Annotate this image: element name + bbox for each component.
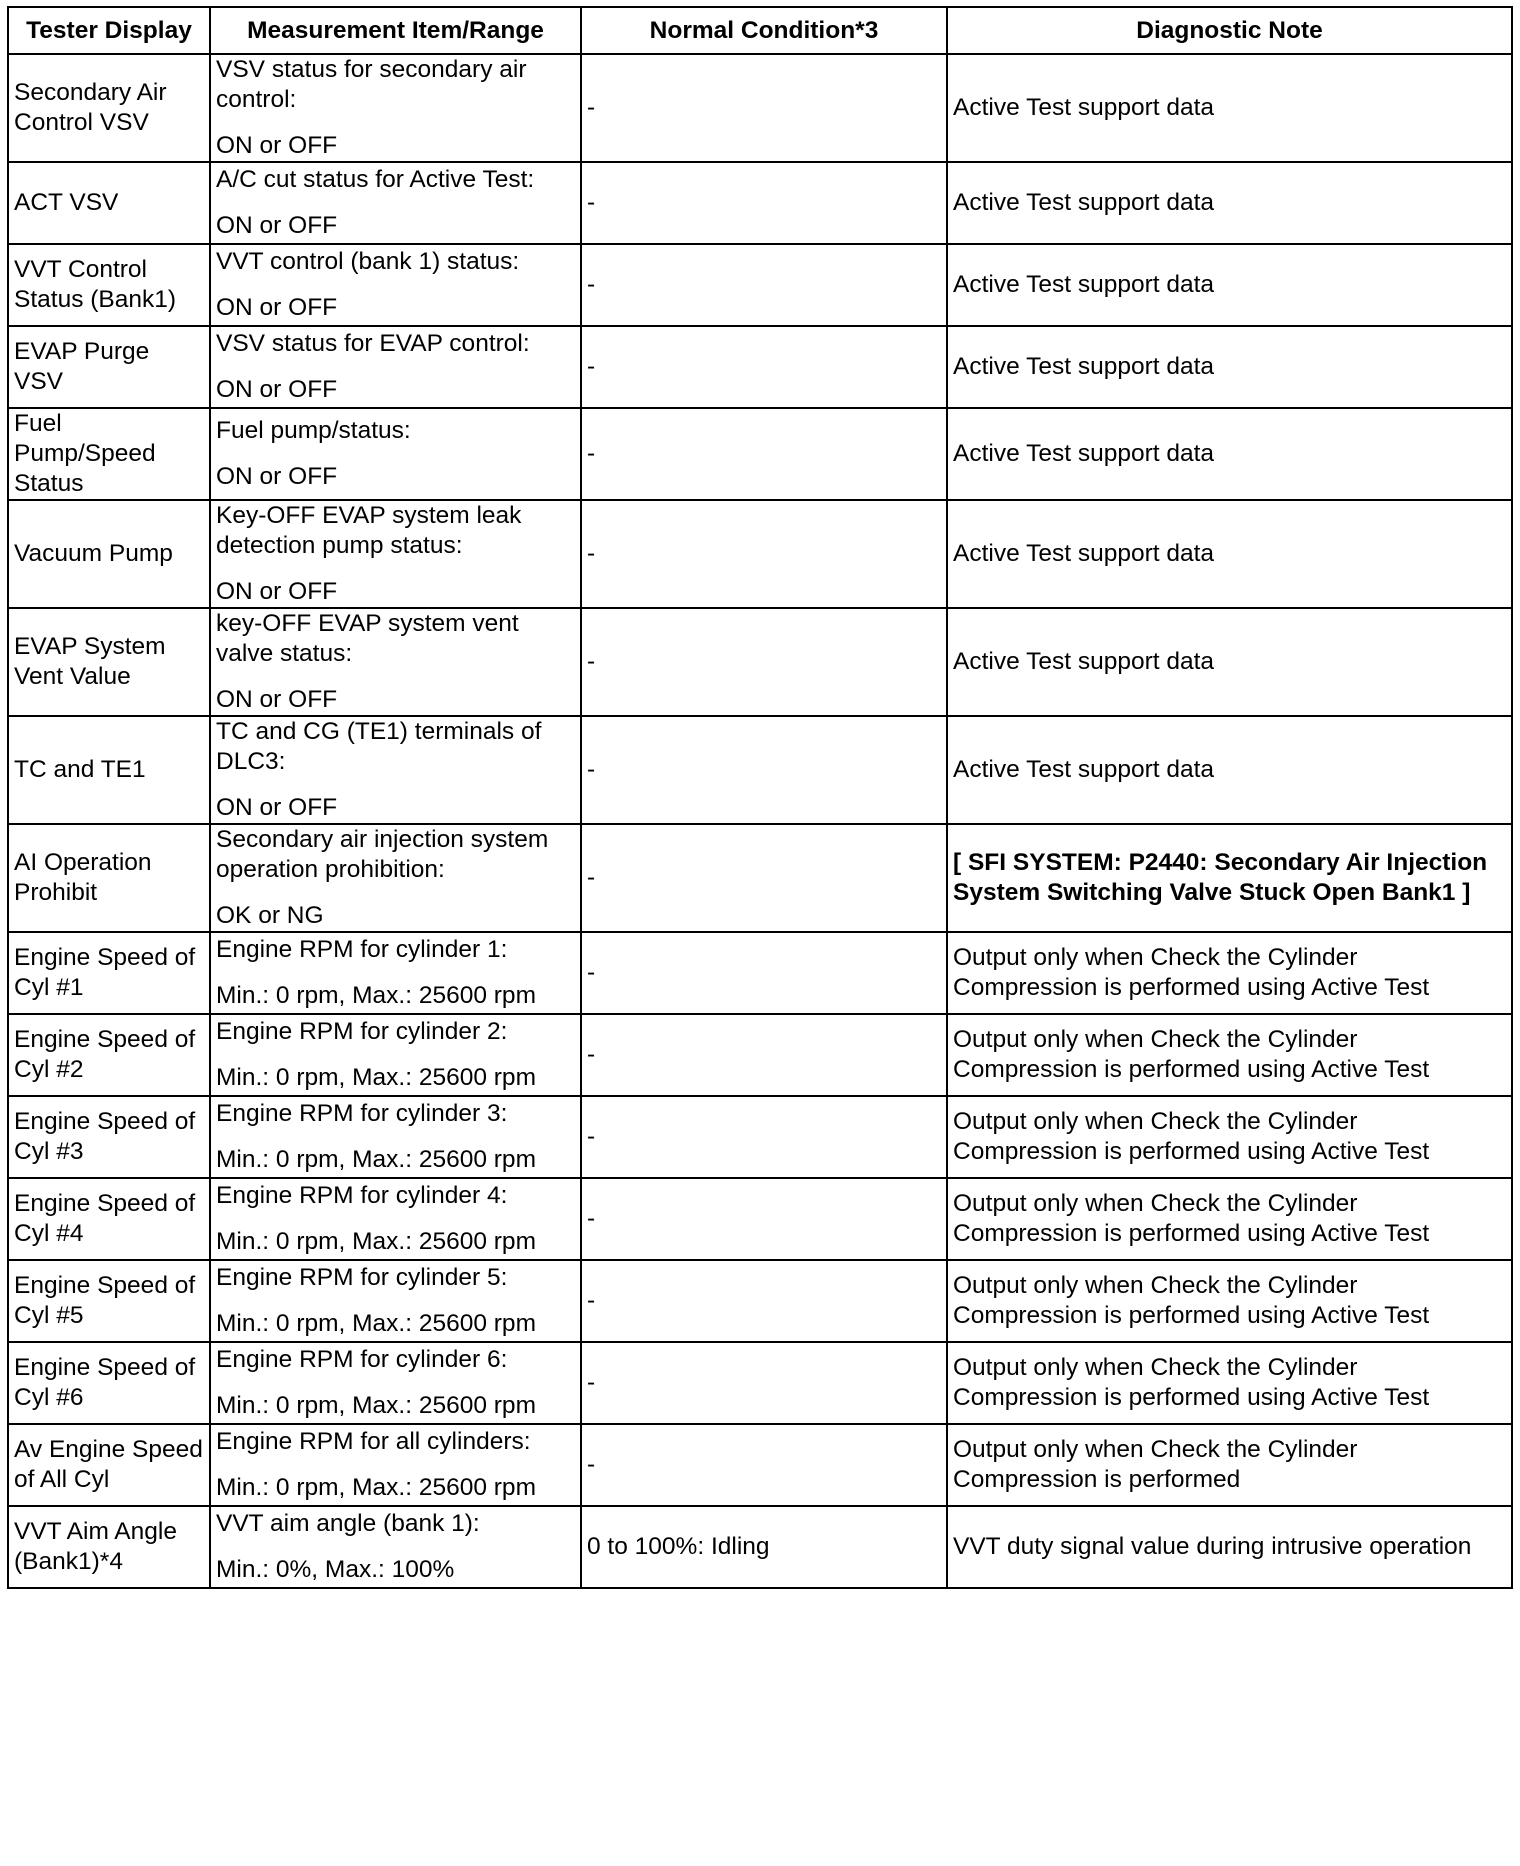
measurement-cell <box>210 1506 581 1588</box>
measurement-cell <box>210 1014 581 1096</box>
diagnostic-note-cell: Active Test support data <box>947 500 1512 608</box>
tester-display-cell: ACT VSV <box>8 162 210 244</box>
table-row <box>8 824 1512 932</box>
tester-display-cell: VVT Aim Angle (Bank1)*4 <box>8 1506 210 1588</box>
measurement-range: ON or OFF <box>216 686 338 713</box>
measurement-range: Min.: 0 rpm, Max.: 25600 rpm <box>216 1064 536 1091</box>
measurement-range: Min.: 0 rpm, Max.: 25600 rpm <box>216 1310 536 1337</box>
measurement-range: ON or OFF <box>216 132 338 159</box>
diagnostic-note-cell: Active Test support data <box>947 608 1512 716</box>
measurement-cell <box>210 54 581 162</box>
table-row <box>8 1506 1512 1588</box>
measurement-item: Engine RPM for cylinder 4: <box>216 1182 508 1209</box>
normal-condition-cell: - <box>581 1178 947 1260</box>
table-row <box>8 54 1512 162</box>
measurement-item: Fuel pump/status: <box>216 417 411 444</box>
measurement-range: Min.: 0 rpm, Max.: 25600 rpm <box>216 1146 536 1173</box>
table-row <box>8 500 1512 608</box>
table-row <box>8 608 1512 716</box>
measurement-cell <box>210 1260 581 1342</box>
normal-condition-cell: - <box>581 500 947 608</box>
table-row <box>8 932 1512 1014</box>
tester-display-cell: AI Operation Prohibit <box>8 824 210 932</box>
diagnostic-note-cell: VVT duty signal value during intrusive operation <box>947 1506 1512 1588</box>
tester-display-cell: Vacuum Pump <box>8 500 210 608</box>
measurement-cell <box>210 932 581 1014</box>
measurement-cell <box>210 500 581 608</box>
measurement-cell <box>210 1424 581 1506</box>
header-tester-display: Tester Display <box>8 7 210 54</box>
diagnostic-note-cell: Output only when Check the Cylinder Compression is performed <box>947 1424 1512 1506</box>
measurement-range: Min.: 0 rpm, Max.: 25600 rpm <box>216 1392 536 1419</box>
normal-condition-cell: - <box>581 608 947 716</box>
measurement-range: ON or OFF <box>216 463 338 490</box>
diagnostic-note-cell: Active Test support data <box>947 326 1512 408</box>
diagnostic-note-cell: Active Test support data <box>947 162 1512 244</box>
diagnostic-note-cell: Output only when Check the Cylinder Compression is performed using Active Test <box>947 1260 1512 1342</box>
measurement-range: ON or OFF <box>216 294 338 321</box>
normal-condition-cell: - <box>581 824 947 932</box>
measurement-item: VSV status for secondary air control: <box>216 56 527 113</box>
tester-display-cell: Engine Speed of Cyl #4 <box>8 1178 210 1260</box>
table-row <box>8 716 1512 824</box>
measurement-cell <box>210 162 581 244</box>
header-normal-condition: Normal Condition*3 <box>581 7 947 54</box>
measurement-item: TC and CG (TE1) terminals of DLC3: <box>216 718 542 775</box>
diagnostic-note-cell: Active Test support data <box>947 716 1512 824</box>
tester-display-cell: Engine Speed of Cyl #6 <box>8 1342 210 1424</box>
diagnostic-note-cell: [ SFI SYSTEM: P2440: Secondary Air Injection System Switching Valve Stuck Open Bank1 ] <box>947 824 1512 932</box>
table-row <box>8 408 1512 500</box>
table-row <box>8 162 1512 244</box>
measurement-cell <box>210 608 581 716</box>
table-row <box>8 244 1512 326</box>
tester-display-cell: Av Engine Speed of All Cyl <box>8 1424 210 1506</box>
measurement-cell <box>210 408 581 500</box>
normal-condition-cell: - <box>581 1424 947 1506</box>
measurement-item: Engine RPM for cylinder 6: <box>216 1346 508 1373</box>
measurement-range: Min.: 0 rpm, Max.: 25600 rpm <box>216 982 536 1009</box>
normal-condition-cell: - <box>581 1260 947 1342</box>
measurement-cell <box>210 326 581 408</box>
normal-condition-cell: - <box>581 716 947 824</box>
measurement-range: ON or OFF <box>216 376 338 403</box>
measurement-range: OK or NG <box>216 902 324 929</box>
measurement-cell <box>210 1342 581 1424</box>
table-row <box>8 1260 1512 1342</box>
tester-display-cell: EVAP Purge VSV <box>8 326 210 408</box>
measurement-item: Engine RPM for cylinder 3: <box>216 1100 508 1127</box>
diagnostic-note-cell: Output only when Check the Cylinder Compression is performed using Active Test <box>947 1096 1512 1178</box>
table-row <box>8 1096 1512 1178</box>
table-row <box>8 1178 1512 1260</box>
normal-condition-cell: 0 to 100%: Idling <box>581 1506 947 1588</box>
measurement-range: Min.: 0 rpm, Max.: 25600 rpm <box>216 1228 536 1255</box>
measurement-item: key-OFF EVAP system vent valve status: <box>216 610 519 667</box>
measurement-item: Engine RPM for cylinder 1: <box>216 936 508 963</box>
normal-condition-cell: - <box>581 408 947 500</box>
measurement-item: Engine RPM for all cylinders: <box>216 1428 531 1455</box>
measurement-item: VVT control (bank 1) status: <box>216 248 520 275</box>
diagnostic-note-cell: Active Test support data <box>947 408 1512 500</box>
diagnostic-note-cell: Active Test support data <box>947 244 1512 326</box>
measurement-item: Key-OFF EVAP system leak detection pump status: <box>216 502 522 559</box>
measurement-range: ON or OFF <box>216 794 338 821</box>
measurement-item: VVT aim angle (bank 1): <box>216 1510 480 1537</box>
tester-display-cell: EVAP System Vent Value <box>8 608 210 716</box>
normal-condition-cell: - <box>581 326 947 408</box>
normal-condition-cell: - <box>581 932 947 1014</box>
table-row <box>8 326 1512 408</box>
tester-display-cell: Engine Speed of Cyl #5 <box>8 1260 210 1342</box>
diagnostic-note-cell: Output only when Check the Cylinder Compression is performed using Active Test <box>947 1342 1512 1424</box>
header-row <box>8 7 1512 54</box>
tester-display-cell: Engine Speed of Cyl #2 <box>8 1014 210 1096</box>
diagnostic-note-cell: Output only when Check the Cylinder Compression is performed using Active Test <box>947 1178 1512 1260</box>
table-row <box>8 1424 1512 1506</box>
table-row <box>8 1342 1512 1424</box>
normal-condition-cell: - <box>581 54 947 162</box>
measurement-cell <box>210 1096 581 1178</box>
measurement-range: ON or OFF <box>216 578 338 605</box>
tester-display-cell: VVT Control Status (Bank1) <box>8 244 210 326</box>
tester-display-cell: Engine Speed of Cyl #3 <box>8 1096 210 1178</box>
tester-display-cell: Secondary Air Control VSV <box>8 54 210 162</box>
tester-display-cell: TC and TE1 <box>8 716 210 824</box>
measurement-cell <box>210 1178 581 1260</box>
measurement-item: VSV status for EVAP control: <box>216 330 530 357</box>
data-list-table <box>7 6 1513 1589</box>
diagnostic-note-cell: Output only when Check the Cylinder Compression is performed using Active Test <box>947 932 1512 1014</box>
diagnostic-note-cell: Active Test support data <box>947 54 1512 162</box>
measurement-item: Secondary air injection system operation prohibition: <box>216 826 549 883</box>
measurement-range: Min.: 0 rpm, Max.: 25600 rpm <box>216 1474 536 1501</box>
tester-display-cell: Fuel Pump/Speed Status <box>8 408 210 500</box>
tester-display-cell: Engine Speed of Cyl #1 <box>8 932 210 1014</box>
measurement-item: A/C cut status for Active Test: <box>216 166 535 193</box>
header-measurement-item: Measurement Item/Range <box>210 7 581 54</box>
diagnostic-note-cell: Output only when Check the Cylinder Compression is performed using Active Test <box>947 1014 1512 1096</box>
measurement-cell <box>210 716 581 824</box>
measurement-cell <box>210 824 581 932</box>
normal-condition-cell: - <box>581 1096 947 1178</box>
normal-condition-cell: - <box>581 162 947 244</box>
normal-condition-cell: - <box>581 1342 947 1424</box>
normal-condition-cell: - <box>581 1014 947 1096</box>
measurement-range: Min.: 0%, Max.: 100% <box>216 1556 455 1583</box>
measurement-item: Engine RPM for cylinder 5: <box>216 1264 508 1291</box>
measurement-cell <box>210 244 581 326</box>
table-row <box>8 1014 1512 1096</box>
measurement-range: ON or OFF <box>216 212 338 239</box>
normal-condition-cell: - <box>581 244 947 326</box>
header-diagnostic-note: Diagnostic Note <box>947 7 1512 54</box>
measurement-item: Engine RPM for cylinder 2: <box>216 1018 508 1045</box>
